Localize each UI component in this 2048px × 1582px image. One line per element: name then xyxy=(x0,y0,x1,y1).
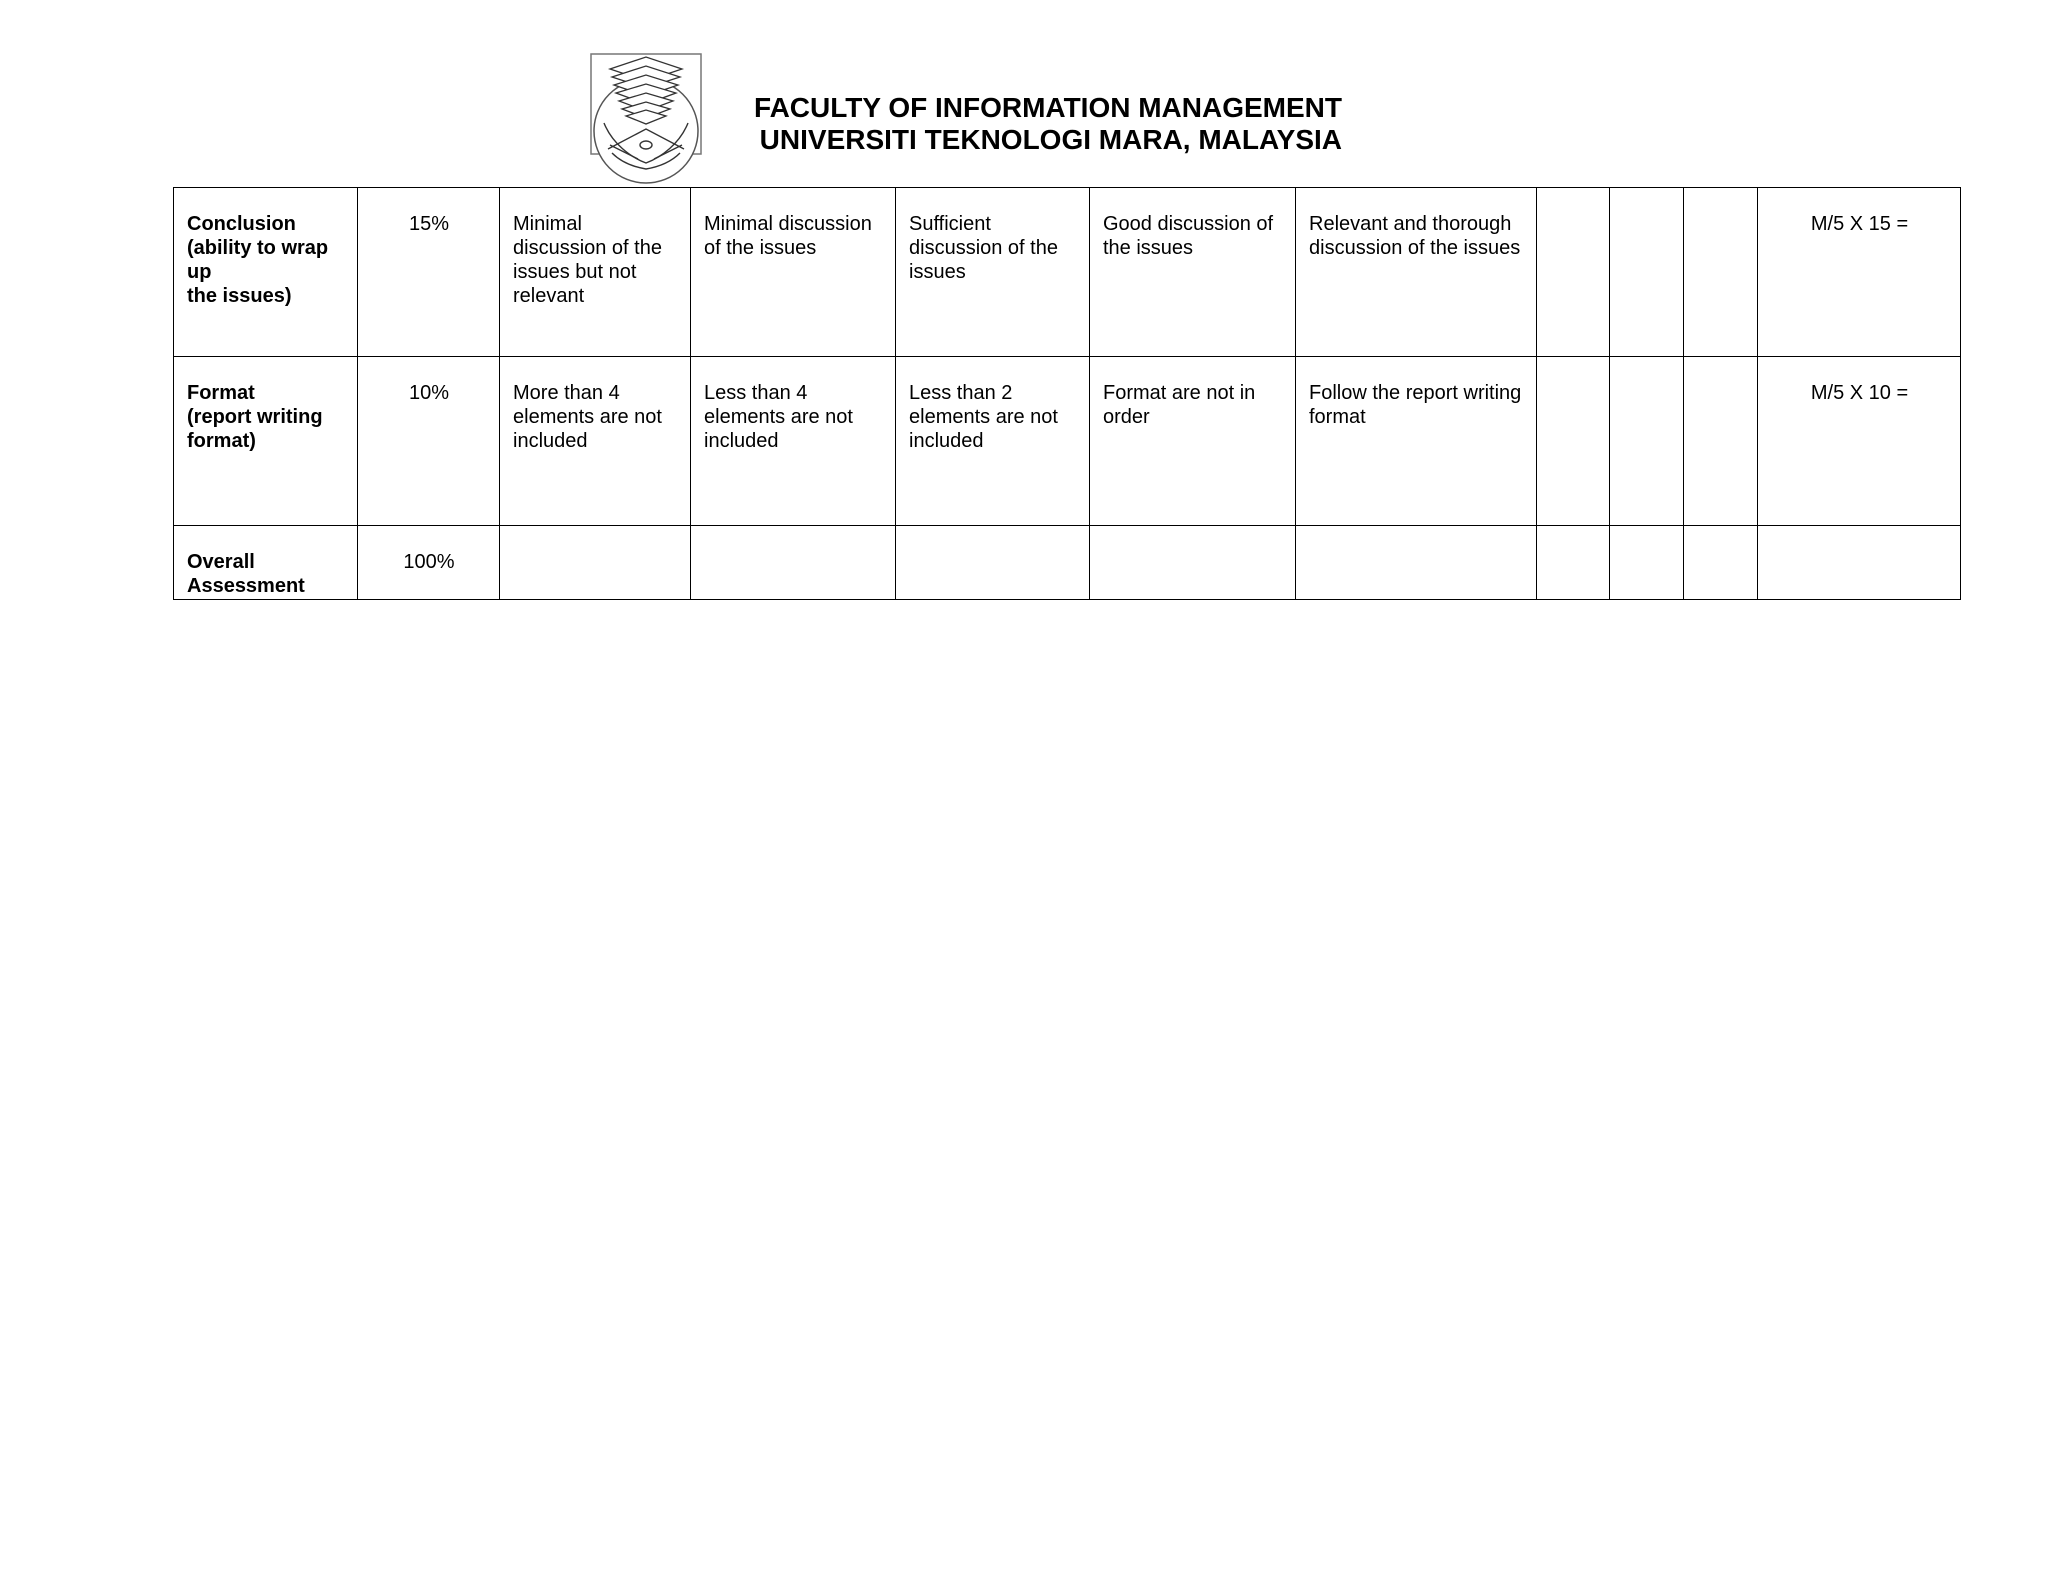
blank-cell xyxy=(1684,357,1758,526)
weight-cell: 100% xyxy=(358,526,500,600)
score-formula-cell: M/5 X 10 = xyxy=(1758,357,1961,526)
university-name: UNIVERSITI TEKNOLOGI MARA, MALAYSIA xyxy=(759,124,1342,155)
level-1-cell xyxy=(500,526,691,600)
level-2-cell xyxy=(691,526,896,600)
score-formula-cell xyxy=(1758,526,1961,600)
rubric-row-format xyxy=(174,357,1961,526)
level-5-cell xyxy=(1296,526,1537,600)
rubric-table xyxy=(173,187,1961,600)
document-header xyxy=(0,0,2048,190)
blank-cell xyxy=(1684,526,1758,600)
level-2-cell: Less than 4 elements are not included xyxy=(691,357,896,526)
score-formula-cell: M/5 X 15 = xyxy=(1758,188,1961,357)
level-3-cell: Sufficient discussion of the issues xyxy=(896,188,1090,357)
blank-cell xyxy=(1610,526,1684,600)
criterion-cell xyxy=(174,188,358,357)
university-crest-icon xyxy=(590,53,702,185)
rubric-row-conclusion xyxy=(174,188,1961,357)
level-4-cell: Good discussion of the issues xyxy=(1090,188,1296,357)
level-3-cell: Less than 2 elements are not included xyxy=(896,357,1090,526)
criterion-label: Format (report writing format) xyxy=(187,382,323,452)
weight-cell: 10% xyxy=(358,357,500,526)
blank-cell xyxy=(1537,526,1610,600)
blank-cell xyxy=(1537,188,1610,357)
level-3-cell xyxy=(896,526,1090,600)
level-1-cell: Minimal discussion of the issues but not relevant xyxy=(500,188,691,357)
criterion-cell xyxy=(174,526,358,600)
criterion-label: Conclusion (ability to wrap up the issues) xyxy=(187,213,329,307)
header-title xyxy=(722,92,1342,156)
rubric-row-overall xyxy=(174,526,1961,600)
level-2-cell: Minimal discussion of the issues xyxy=(691,188,896,357)
criterion-label: Overall Assessment xyxy=(187,551,305,597)
criterion-cell xyxy=(174,357,358,526)
level-4-cell xyxy=(1090,526,1296,600)
level-5-cell: Follow the report writing format xyxy=(1296,357,1537,526)
blank-cell xyxy=(1537,357,1610,526)
level-4-cell: Format are not in order xyxy=(1090,357,1296,526)
weight-cell: 15% xyxy=(358,188,500,357)
blank-cell xyxy=(1610,357,1684,526)
faculty-name: FACULTY OF INFORMATION MANAGEMENT xyxy=(754,92,1342,123)
level-5-cell: Relevant and thorough discussion of the issues xyxy=(1296,188,1537,357)
blank-cell xyxy=(1684,188,1758,357)
blank-cell xyxy=(1610,188,1684,357)
level-1-cell: More than 4 elements are not included xyxy=(500,357,691,526)
